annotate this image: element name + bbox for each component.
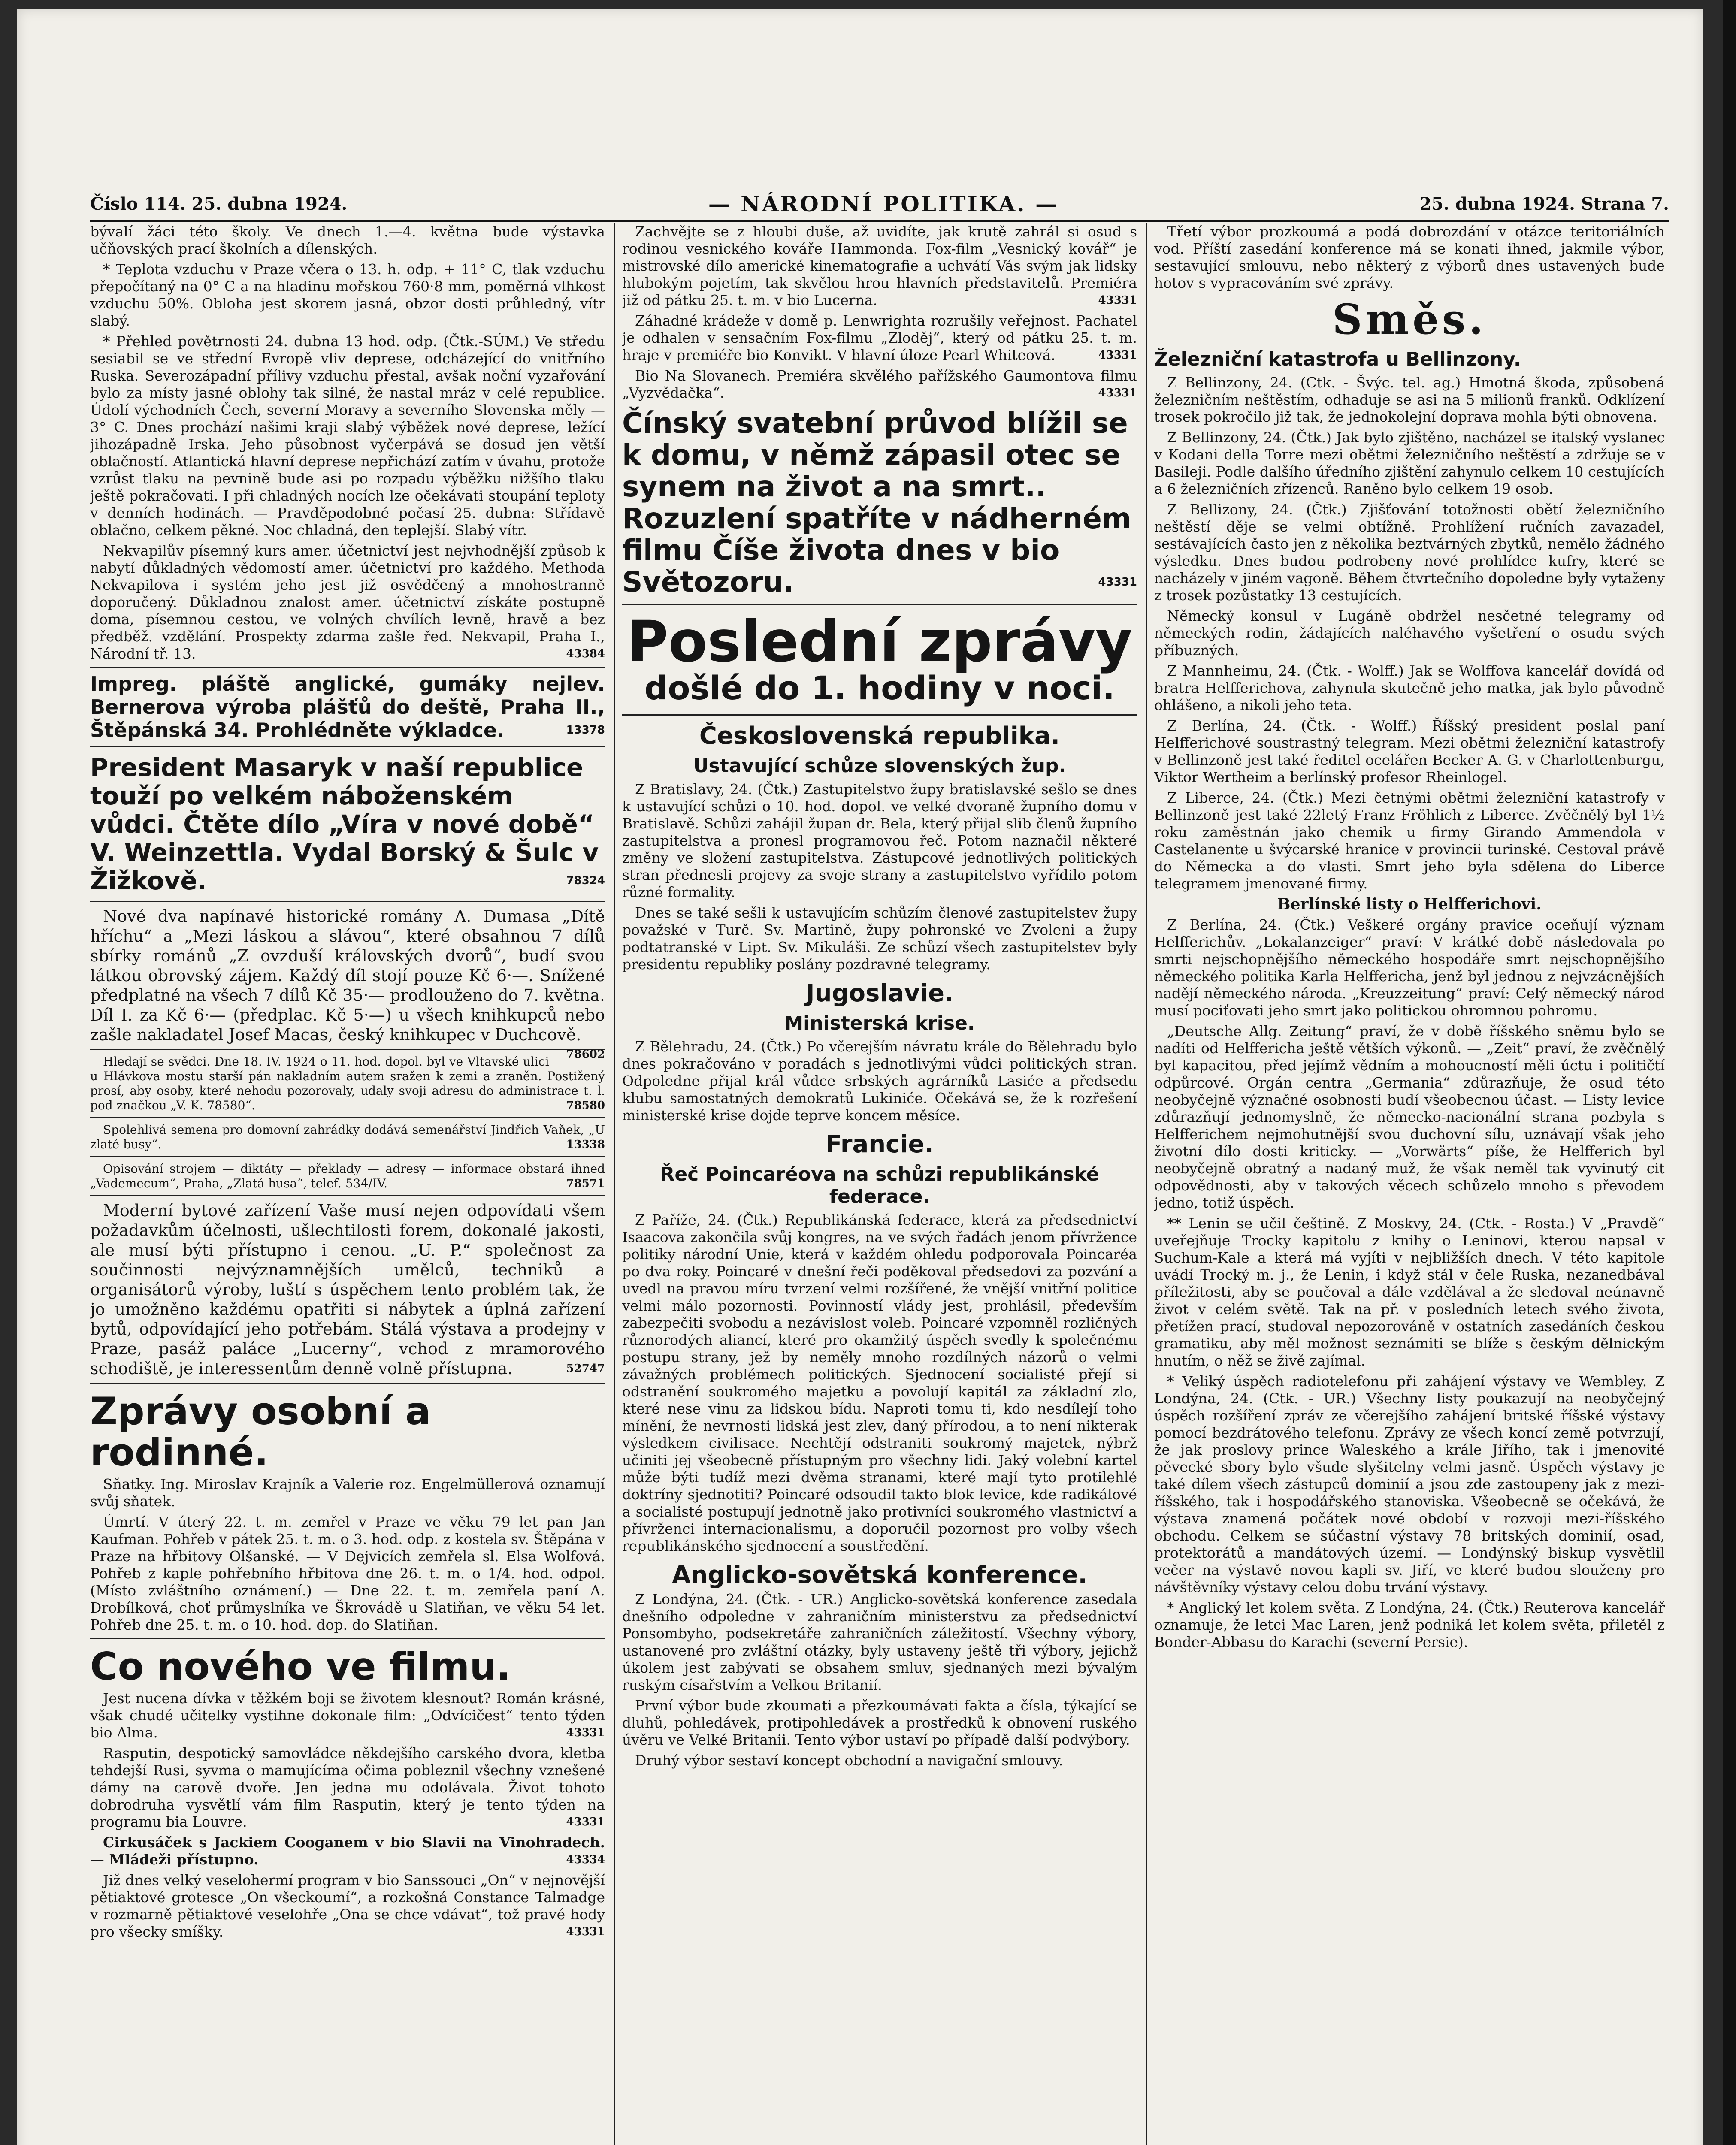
heading-bellinzona: Železniční katastrofa u Bellinzony. (1154, 348, 1521, 370)
ad-number: 78580 (566, 1099, 605, 1112)
ad-number: 43331 (1098, 294, 1137, 307)
column-divider (614, 223, 615, 2145)
ad-number: 43331 (1098, 387, 1137, 399)
article-weather-overview: * Přehled povětrnosti 24. dubna 13 hod. odp. (Čtk.-SÚM.) Ve středu sesiabil se ve střední Evropě vliv deprese, odcházející do vnitřního Ruska. Severozápadní přílivy vzduchu přestal, avšak noční vyzařování bylo za místy jasné oblohy tak silné, že nastal mráz v celé republice. Údolí východních Čech, severní Moravy a severního Slovenska měly — 3° C. Dnes prochází našimi kraji slabý výběžek nové deprese, ležící jihozápadně Irska. Jeho působnost vyčerpává se dosud jen větší oblačností. Atlantická hlavní deprese nepřichází zatím v úvahu, protože vzrůst tlaku na pevnině bude asi po rozpadu výběžku nižšího tlaku ještě pokračovati. I při chladných nocích lze očekávati stoupání teploty v denních hodinách. — Pravděpodobné počasí 25. dubna: Střídavě oblačno, celkem pěkné. Noc chladná, den teplejší. Slabý vítr. (90, 333, 605, 538)
ad-typing (90, 1162, 605, 1191)
ad-text: Nové dva napínavé historické romány A. Dumasa „Dítě hříchu“ a „Mezi láskou a slávou“, které obsahnou 7 dílů sbírky románů „Z ovzduší královských dvorů“, budí svou látkou obrovský zájem. Každý díl stojí pouze Kč 6·—. Snížené předplatné na všech 7 dílů Kč 35·— prodlouženo do 7. května. Díl I. za Kč 6·— (předplac. Kč 5·—) u všech knihkupců nebo zašle nakladatel Josef Macas, český knihkupec v Duchcově. (90, 907, 605, 1044)
header-paper-name: — NÁRODNÍ POLITIKA. — (708, 191, 1059, 217)
ad-number: 43331 (566, 1816, 605, 1828)
film-notice (622, 312, 1137, 364)
column-3 (1154, 223, 1665, 2145)
film-notice (90, 1745, 605, 1831)
divider (90, 1117, 605, 1118)
article-bratislava-2: Dnes se také sešli k ustavujícím schůzím členové zastupitelstev župy považské v Turč. Sv. Martině, župy pohronské ve Zvoleni a župy podtatranské v Lipt. Sv. Mikuláši. Ze schůzí všech zastupitelstev byly presidentu republiky poslány pozdravné telegramy. (622, 904, 1137, 973)
article-weddings: Sňatky. Ing. Miroslav Krajník a Valerie roz. Engelmüllerová oznamují svůj sňatek. (90, 1476, 605, 1510)
ad-seeds (90, 1123, 605, 1152)
film-text: Jest nucena dívka v těžkém boji se životem klesnout? Román krásné, však chudé učitelky vystihne dokonale film: „Odvícičest“ tento týden bio Alma. (90, 1690, 605, 1741)
heading-poincare: Řeč Poincaréova na schůzi republikánské federace. (660, 1163, 1099, 1208)
divider (90, 667, 605, 668)
film-notice (90, 1834, 605, 1868)
ad-dumas (90, 906, 605, 1061)
divider (90, 746, 605, 747)
ad-number: 43331 (1098, 349, 1137, 362)
ad-text: Čínský svatební průvod blížil se k domu, v němž zápasil otec se synem na život a na smrt.. Rozuzlení spatříte v nádherném filmu Číše života dnes v bio Světozoru. (622, 407, 1131, 598)
ad-number: 78571 (566, 1177, 605, 1190)
ad-text: President Masaryk v naší republice touží po velkém náboženském vůdci. Čtěte dílo „Víra v nové době“ V. Weinzettla. Vydal Borský & Šulc v Žižkově. (90, 753, 599, 895)
divider (90, 1638, 605, 1639)
heading-berlin-papers: Berlínské listy o Helfferichovi. (1277, 895, 1542, 913)
ad-cisky-film (622, 408, 1137, 598)
article-berlin-2: „Deutsche Allg. Zeitung“ praví, že v době říšského sněmu bylo se nadíti od Helfferichа ještě větších výkonů. — „Zeit“ praví, že zvěčnělý byl kapacitou, před jejímž vědním a mohoucností měli úctu i političtí odpůrcové. Orgán centra „Germania“ zdůrazňuje, že osud této neobyčejně význačné osobnosti budí všeobecnou účast. — Listy levice zdůrazňují jednomyslně, že německo-nacionální strana pozbyla s Helfferichem nejmohutnější svou duchovní sílu, uznávají však jeho životní dílo dosti kriticky. — „Vorwärts“ píše, že Helfferich byl neobyčejně obratný a nadaný muž, že však neměl tak vyvinutý cit odpovědnosti, aby v takových věcech schůzelo mnoho s převodem jedno, totiž úspěch. (1154, 1023, 1665, 1211)
section-heading-personal: Zprávy osobní a rodinné. (90, 1389, 431, 1474)
heading-ministerial-crisis: Ministerská krise. (784, 1012, 975, 1034)
ad-text: Spolehlivá semena pro domovní zahrádky dodává semenářství Jindřich Vaňek, „U zlaté busy“. (90, 1123, 605, 1151)
film-notice (90, 1872, 605, 1940)
divider (622, 604, 1137, 605)
ad-text: Opisování strojem — diktáty — překlady — adresy — informace obstará ihned „Vademecum“, Praha, „Zlatá husa“, telef. 534/IV. (90, 1162, 605, 1190)
article-bellinzona-6: Z Berlína, 24. (Čtk. - Wolff.) Říšský president poslal paní Helfferichové soustrastný telegram. Mezi obětmi železniční katastrofy v Bellinzoně jest také ředitel ocelářen Becker A. G. v Charlottenburgu, Viktor Wertheim a berlínský profesor Rheinlogel. (1154, 717, 1665, 785)
column-2 (622, 223, 1137, 2145)
divider (90, 901, 605, 902)
heading-slovak-counties: Ustavující schůze slovenských žup. (693, 755, 1066, 777)
film-text: Cirkusáček s Jackiem Cooganem v bio Slavii na Vinohradech. — Mládeži přístupno. (90, 1834, 605, 1868)
divider (90, 1049, 605, 1050)
film-text: Zachvějte se z hloubi duše, až uvidíte, jak krutě zahrál si osud s rodinou vesnického kováře Hammonda. Fox-film „Vesnický kovář“ je mistrovské dílo americké kinematografie a uchvátí Vás svým jak lidsky hlubokým pojetím, tak skvělou hrou hlavních představitelů. Premiéra již od pátku 25. t. m. v bio Lucerna. (622, 223, 1137, 308)
article-bratislava: Z Bratislavy, 24. (Čtk.) Zastupitelstvo župy bratislavské sešlo se dnes k ustavující schůzi o 10. hod. dopol. ve velké dvoraně župního domu v Bratislavě. Schůzi zahájil župan dr. Bela, který přijal slib členů župního zastupitelstva a pronesl programovou řeč. Potom naznačil některé změny ve složení zastupitelstva. Zástupcové jednotlivých politických stran přednesli projevy za svoje strany a zastupitelstvo vyřídilo potom různé formality. (622, 781, 1137, 900)
header-issue: Číslo 114. 25. dubna 1924. (90, 193, 348, 214)
section-heading-miscellany: Směs. (1332, 295, 1487, 344)
ad-number: 43331 (566, 1925, 605, 1938)
ad-witnesses (90, 1054, 605, 1113)
section-heading-latest-news: Poslední zprávy (626, 609, 1132, 675)
heading-anglo-soviet: Anglicko-sovětská konference. (672, 1561, 1087, 1589)
heading-france: Francie. (826, 1130, 934, 1158)
ad-impreg (90, 672, 605, 742)
ad-number: 78602 (566, 1048, 605, 1061)
article-world-flight: * Anglický let kolem světa. Z Londýna, 24. (Čtk.) Reuterova kancelář oznamuje, že letci Mac Laren, jenž podniká let kolem světa, přiletěl z Bonder-Abbasu do Karachi (severní Persie). (1154, 1599, 1665, 1650)
ad-furniture (90, 1201, 605, 1378)
article-bellinzona-4: Německý konsul v Lugáně obdržel nesčetné telegramy od německých rodin, žádajících naléhavého vyšetření o osudu svých příbuzných. (1154, 607, 1665, 659)
article-berlin-1: Z Berlína, 24. (Čtk.) Veškeré orgány pravice oceňují význam Helfferichův. „Lokalanzeiger“ praví: V krátké době následovala po smrti nejschopnějšího německého hospodáře smrt nejschopnějšího německého politika Karla Helffericha, jenž byl jednou z nejvzácnějších nadějí německého národa. „Kreuzzeitung“ praví: Celý německý národ musí pociťovati jeho smrt jako politickou ohromnou pohromu. (1154, 916, 1665, 1019)
article-bellinzona-1: Z Bellinzony, 24. (Ctk. - Švýc. tel. ag.) Hmotná škoda, způsobená železničním neštěstím, odhaduje se asi na 5 milionů franků. Odklízení trosek pokročilo již tak, že jednokolejní doprava mohla býti obnovena. (1154, 374, 1665, 425)
film-text: Záhadné krádeže v domě p. Lenwrighta rozrušily veřejnost. Pachatel je odhalen v sensačním Fox-filmu „Zloděj“, který od pátku 25. t. m. hraje v premiéře bio Konvikt. V hlavní úloze Pearl Whiteová. (622, 312, 1137, 363)
divider (622, 714, 1137, 716)
article-wembley: * Veliký úspěch radiotelefonu při zahájení výstavy ve Wembley. Z Londýna, 24. (Ctk. - UR.) Všechny listy poukazují na neobyčejný úspěch rozšíření zpráv ze včerejšího zahájení britské říšské výstavy pomocí bezdrátového telefonu. Zprávy ze všech koncí země potvrzují, že jak proslovy prince Waleského a krále Jiřího, tak i jmenovité pěvecké sbory bylo všude slyšitelny velmi jasně. Úspěch výstavy je také dílem všech zástupců dominií a jsou zde zastoupeny jak z mezi-říšského, tak i hospodářského stanoviska. Všeobecně se očekává, že výstava znamená počátek nové období v rozvoji mezi-říšského obchodu. Celkem se súčastní výstavy 78 britských dominií, osad, protektorátů a mandátových území. — Londýnský biskup vysvětlil večer na výstavě novou kapli sv. Jiří, ve které budou slouženy pro návštěvníky výstavy celou dobu trvání výstavy. (1154, 1373, 1665, 1595)
header-rule (90, 220, 1669, 222)
article-anglo-soviet: Z Londýna, 24. (Čtk. - UR.) Anglicko-sovětská konference zasedala dnešního odpoledne v zahraničním ministerstvu za předsednictví Ponsombyho, podsekretáře zahraničních záležitostí. Všechny výbory, ustanovené pro zvláštní otázky, byly ustaveny ještě tři výbory, jejichž úkolem jest zabývati se obsahem smluv, sjednaných mezi bývalým ruským císařstvím a Velkou Britanií. (622, 1591, 1137, 1693)
heading-czechoslovakia: Československá republika. (699, 722, 1060, 750)
divider (90, 1156, 605, 1157)
section-heading-film: Co nového ve filmu. (90, 1644, 511, 1689)
ad-number: 13378 (566, 724, 605, 737)
article-lenin: ** Lenin se učil češtině. Z Moskvy, 24. (Ctk. - Rosta.) V „Pravdě“ uveřejňuje Trocky kapitolu z knihy o Leninovi, kterou napsal v Suchum-Kale a která má vyjíti v nejbližších dnech. V této kapitole uvádí Trocký m. j., že Lenin, i když stál v čele Ruska, nezanedbával příležitosti, aby se poučoval a dále vzdělával a že sledoval neúnavně život v celém světě. Tak na př. v posledních letech svého života, přetížen prací, studoval nepozorováně v ostatních zasedáních českou gramatiku, aby měl možnost seznámiti se blíže s českým dělnickým hnutím, o něž se živě zajímal. (1154, 1215, 1665, 1369)
divider (90, 1383, 605, 1384)
ad-text: Nekvapilův písemný kurs amer. účetnictví jest nejvhodnější způsob k nabytí důkladných vědomostí amer. účetnictví pro každého. Methoda Nekvapilova i systém jeho jest již osvědčený a mnohostranně doporučený. Důkladnou znalost amer. účetnictví získáte postupně doma, písemnou cestou, ve volných chvílích levně, hravě a bez předběž. vzdělání. Prospekty zdarma zašle řed. Nekvapil, Praha I., Národní tř. 13. (90, 542, 605, 662)
ad-number: 52747 (566, 1362, 605, 1375)
ad-text: Hledají se svědci. Dne 18. IV. 1924 o 11. hod. dopol. byl ve Vltavské ulici u Hlávkova mostu starší pán nakladním autem sražen k zemi a zraněn. Postižený prosí, aby osoby, které nehodu pozorovaly, udaly svoji adresu do administrace t. l. pod značkou „V. K. 78580“. (90, 1054, 605, 1112)
film-text: Rasputin, despotický samovládce někdejšího carského dvora, kletba tehdejší Rusi, syvma o mamujícíma očima pobleznil všechny vznešené dámy na carově dvoře. Jen jedna mu odolávala. Život tohoto dobrodruha vysvětlí vám film Rasputin, který je tento týden na programu bia Louvre. (90, 1745, 605, 1830)
scan-edge (1723, 0, 1736, 2145)
film-notice (622, 223, 1137, 309)
article-anglo-soviet-3: Druhý výbor sestaví koncept obchodní a navigační smlouvy. (635, 1752, 1063, 1769)
article-bellinzona-7: Z Liberce, 24. (Čtk.) Mezi četnými obětmi železniční katastrofy v Bellinzoně jest také 22letý Franz Fröhlich z Liberce. Zvěčnělý byl 1½ roku zaměstnán jako chemik u firmy Girando Ammendola v Castelanente u švýcarské hranice v provincii turinské. Cestoval právě do Německa a do vlasti. Smrt jeho byla sdělena do Liberce telegramem jmenované firmy. (1154, 789, 1665, 892)
article-bellinzona-3: Z Bellizony, 24. (Čtk.) Zjišťování totožnosti obětí železničního neštěstí děje se velmi obtížně. Prohlížení ručních zavazadel, sestávajících často jen z několika beztvárných zbytků, nemělo žádného výsledku. Dnes budou podrobeny nové prohlídce kufry, které se nacházely v jiném vagoně. Během čtvrtečního dopoledne byly vytaženy z trosek pozůstatky 13 cestujících. (1154, 501, 1665, 604)
ad-number: 43334 (566, 1853, 605, 1866)
article-bellinzona-2: Z Bellinzony, 24. (Čtk.) Jak bylo zjištěno, nacházel se italský vyslanec v Kodani della Torre mezi obětmi železničního neštěstí a zdržuje se v Basileji. Podle dalšího úředního zjištění zahynulo celkem 10 cestujících a 6 železničních zřízenců. Raněno bylo celkem 19 osob. (1154, 429, 1665, 497)
film-text: Bio Na Slovanech. Premiéra skvělého pařížského Gaumontova filmu „Vyzvědačka“. (622, 367, 1137, 401)
article-anglo-soviet-2: První výbor bude zkoumati a přezkoumávati fakta a čísla, týkající se dluhů, pohledávek, protipohledávek a prostředků k obnovení ruského úvěru ve Velké Britanii. Tento výbor ustaví po případě další podvýbory. (622, 1697, 1137, 1748)
article-third-committee: Třetí výbor prozkoumá a podá dobrozdání v otázce teritoriálních vod. Příští zasedání konference má se konati ihned, jakmile výbor, sestavující smlouvu, nebo některý z výborů dnes ustavených bude hotov s vypracováním své zprávy. (1154, 223, 1665, 291)
article-text: bývalí žáci této školy. Ve dnech 1.—4. května bude výstavka učňovských prací školních a dílenských. (90, 223, 605, 257)
divider (90, 1195, 605, 1196)
column-1 (90, 223, 605, 2145)
ad-text: Moderní bytové zařízení Vaše musí nejen odpovídati všem požadavkům účelnosti, ušlechtilosti forem, dokonalé jakosti, ale musí býti přístupno i cenou. „U. P.“ společnost za součinnosti nejvýznamnějších umělců, techniků a organisátorů výroby, luští s úspěchem tento problém tak, že jo umožněno každému opatřiti si nábytek a úplná zařízení bytů, odpovídající jeho potřebám. Stálá výstava a prodejny v Praze, pasáž paláce „Lucerny“, vchod z mramorového schodiště, je interessentům denně volně přístupna. (90, 1201, 605, 1378)
article-belgrade: Z Bělehradu, 24. (Čtk.) Po včerejším návratu krále do Bělehradu bylo dnes pokračováno v poradách s jednotlivými vůdci politických stran. Odpoledne přijal král vůdce srbských agrárníků Lasiće a předsedu klubu samostatných demokratů Lukiniće. Očekává se, že k rozřešení ministerské krise dojde teprve koncem měsíce. (622, 1038, 1137, 1124)
heading-yugoslavia: Jugoslavie. (805, 979, 954, 1007)
ad-masaryk (90, 753, 605, 895)
ad-number: 43331 (566, 1726, 605, 1739)
newspaper-page (17, 9, 1703, 2145)
film-text: Již dnes velký veselohermí program v bio Sanssouci „On“ v nejnovější pětiaktové grotesce „On všeckoumí“, a rozkošná Constance Talmadge v rozmarně pětiaktové veselohře „Ona se chce vdávat“, tož pravé hody pro všecky smíšky. (90, 1872, 605, 1940)
ad-text: Impreg. pláště anglické, gumáky nejlev. Bernerova výroba plášťů do deště, Praha II., Štěpánská 34. Prohlédněte výkladce. (90, 672, 605, 742)
ad-number: 13338 (566, 1138, 605, 1151)
article-deaths: Úmrtí. V úterý 22. t. m. zemřel v Praze ve věku 79 let pan Jan Kaufman. Pohřeb v pátek 25. t. m. o 3. hod. odp. z kostela sv. Štěpána v Praze na hřbitovy Olšanské. — V Dejvicích zemřela sl. Elsa Wolfová. Pohřeb z kaple pohřebního hřbitova dne 26. t. m. o 1/4. hod. odpol. (Místo zvláštního oznámení.) — Dne 22. t. m. zemřela paní A. Drobílková, choť průmyslníka ve Škrovádě u Slatiňan, ve věku 54 let. Pohřeb dne 25. t. m. o 10. hod. dop. do Slatiňan. (90, 1514, 605, 1633)
ad-number: 78324 (566, 874, 605, 887)
ad-number: 43331 (1098, 576, 1137, 589)
film-notice (90, 1690, 605, 1741)
column-divider (1146, 223, 1147, 2145)
header-date-page: 25. dubna 1924. Strana 7. (1419, 193, 1669, 214)
ad-number: 43384 (566, 647, 605, 660)
article-poincare: Z Paříže, 24. (Čtk.) Republikánská federace, která za předsednictví Isaacova zakončila svůj kongres, na ve svých řadách jenom přívržence politiky národní Unie, která v každém ohledu podporovala Poincaréa po dva roky. Poincaré v dnešní řeči poděkoval předsedovi za pozvání a uvedl na pravou míru tvrzení velmi rozšířené, že vnější vnitřní politice velmi málo pozornosti. Povinností vlády jest, prohlásil, především zabezpečiti svobodu a nezávislost voleb. Poincaré vzpomněl rozličných různorodých aliancí, které pro okamžitý úspěch svedly k společnému postupu strany, jež by neměly mnoho rozdílných názorů o velmi závažných problémech politických. Sjednocení socialisté přejí si odstranění soukromého majetku a povolují kapitál za základní zlo, které nese vinu za lidskou bídu. Naproti tomu ti, kdo nesdílejí toho mínění, že nevrnosti lidská jest zlev, daný přírodou, a to není nikterak výsledkem civilisace. Nechtějí odstraniti soukromý majetek, nýbrž učiniti jej všeobecně přístupným pro všechny lidi. Jaký volební kartel může býti tudíž mezi dvěma stranami, které mají tyto protilehlé doktríny sjednotiti? Poincaré odsoudil takto blok levice, kde radikálové a socialisté postupují jednotně jako protivníci soukromého vlastnictví a přívrženci internacionalismu, a doporučil pozornost pro volby všech republikánského sjednocení a soustředění. (622, 1211, 1137, 1554)
article-bellinzona-5: Z Mannheimu, 24. (Čtk. - Wolff.) Jak se Wolffova kancelář dovídá od bratra Helfferichova, zahynula skutečně jeho matka, jak bylo původně ohlášeno, a nikoli jeho teta. (1154, 662, 1665, 713)
article-weather-temperature: * Teplota vzduchu v Praze včera o 13. h. odp. + 11° C, tlak vzduchu přepočítaný na 0° C a na hladinu mořskou 760·8 mm, poměrná vlhkost vzduchu 50%. Obloha jest skorem jasná, obzor dosti průhledný, vítr slabý. (90, 261, 605, 329)
page-header (90, 189, 1669, 219)
ad-nekvapil (90, 542, 605, 662)
section-subheading-latest-news: došlé do 1. hodiny v noci. (644, 669, 1115, 707)
film-notice (622, 367, 1137, 402)
